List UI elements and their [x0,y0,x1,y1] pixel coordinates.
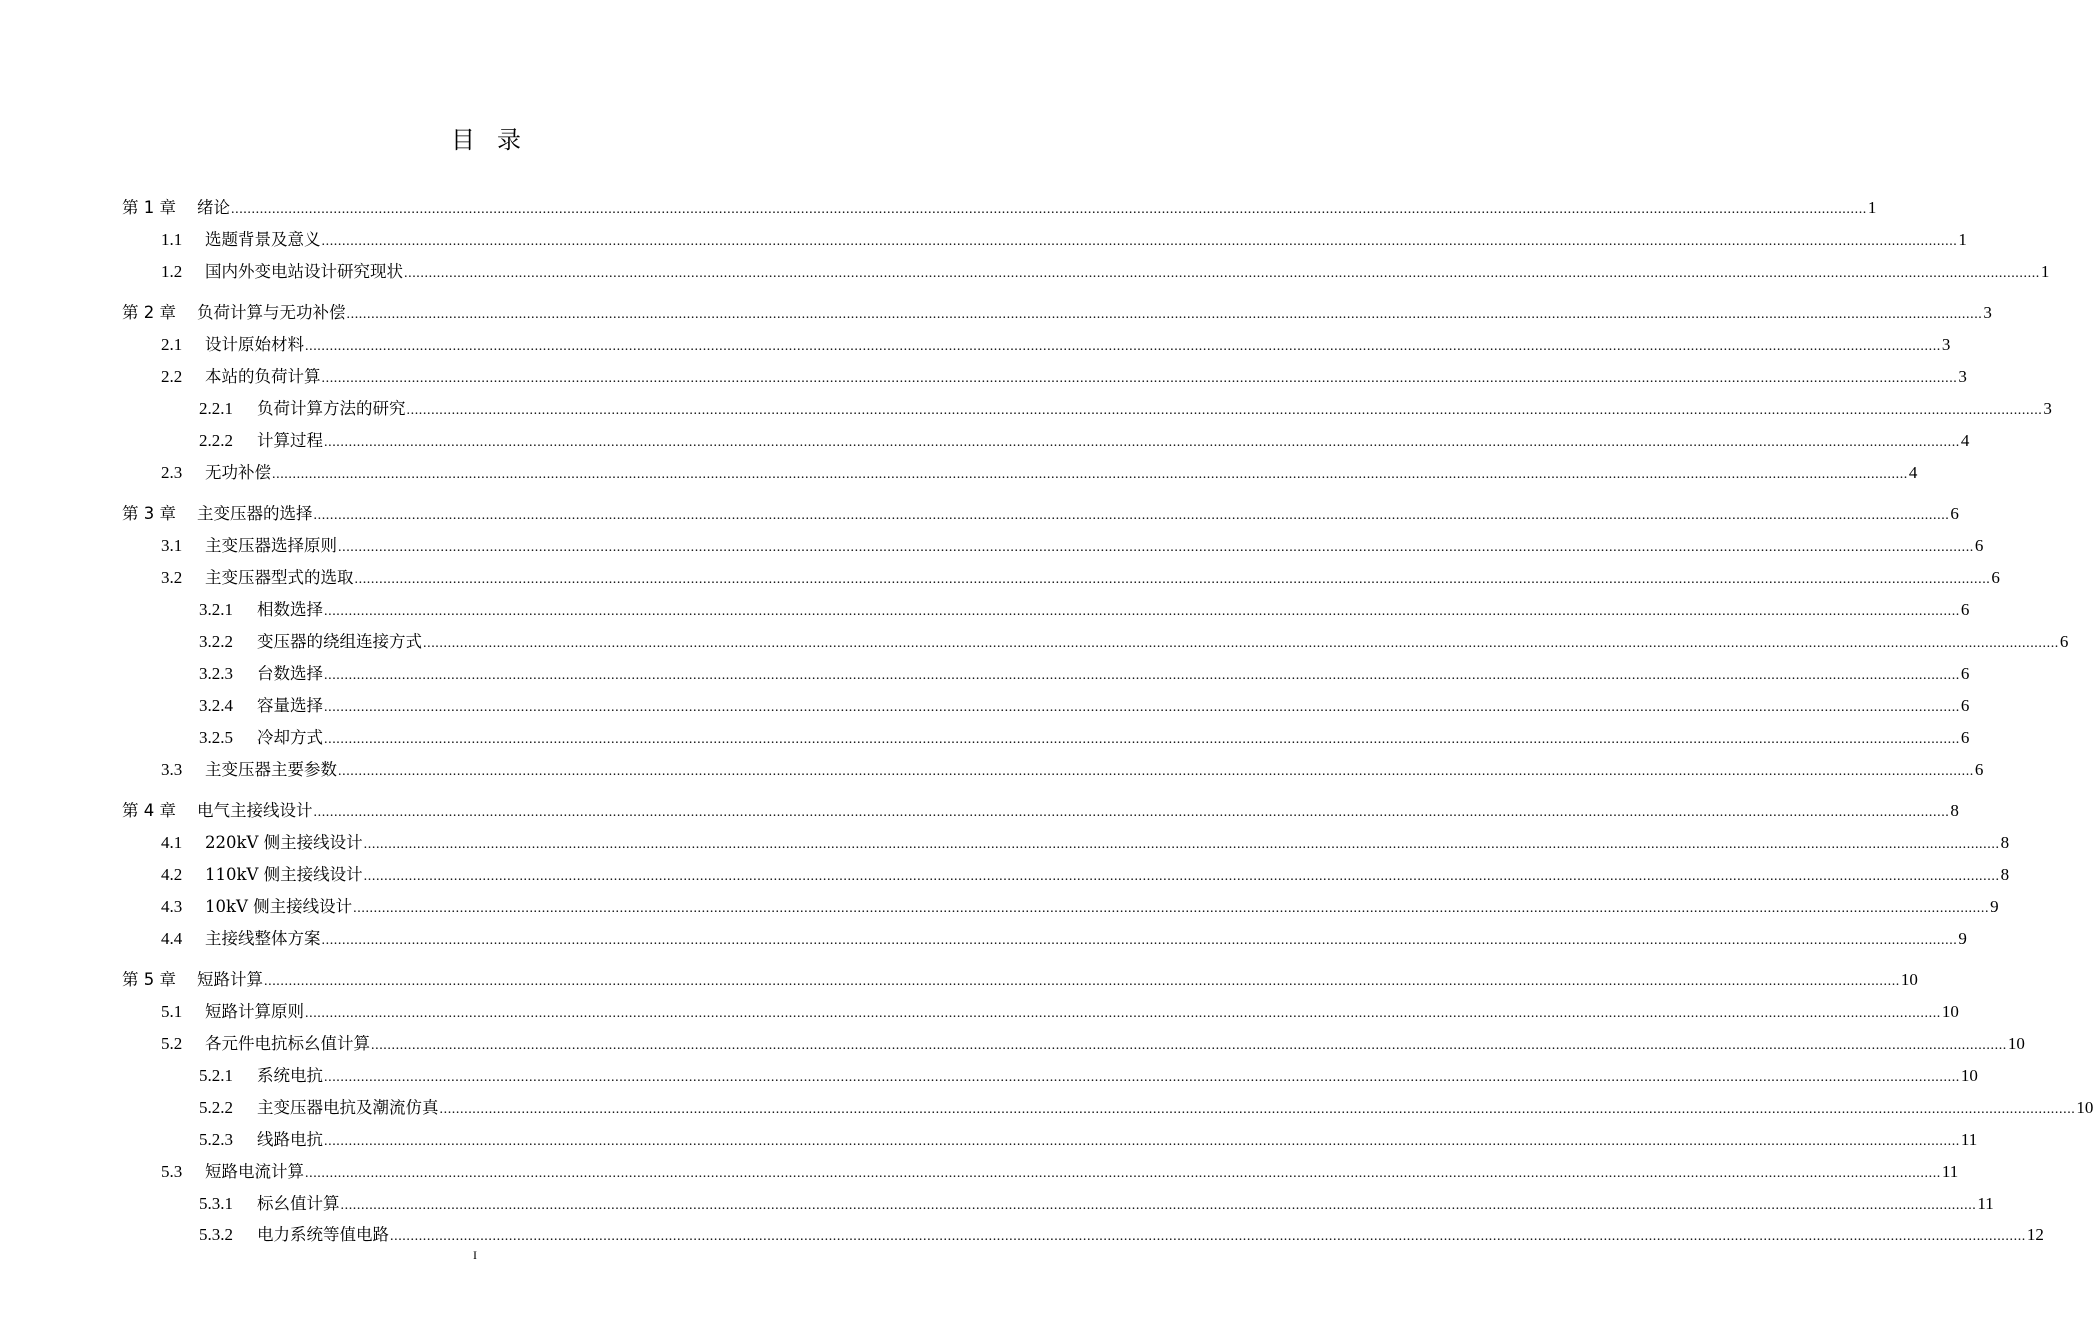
toc-entry[interactable] [161,362,1967,388]
toc-entry-page: 9 [1990,897,1999,916]
toc-entry-number: 2.3 [161,463,183,482]
toc-entry-title: 设计原始材料 [205,335,304,354]
toc-entry[interactable] [199,394,2052,420]
toc-entry-number: 5.2 [161,1034,183,1053]
toc-entry-page: 11 [1977,1194,1994,1213]
toc-entry-page: 6 [1960,664,1970,683]
toc-entry[interactable] [122,499,1959,525]
toc-entry-title: 冷却方式 [257,728,323,747]
toc-entry-title: 220kV 侧主接线设计 [205,833,363,852]
toc-leader-dots: ............................................................................................................................................................................................................................................................................................................................................................................................................... [321,371,1958,386]
toc-entry-page: 1 [1958,230,1967,249]
toc-entry-title: 负荷计算方法的研究 [257,399,406,418]
toc-entry-number: 1.1 [161,230,183,249]
toc-entry-number: 第 5 章 [122,970,176,989]
toc-entry-title: 线路电抗 [257,1130,323,1149]
toc-entry-title: 无功补偿 [205,463,271,482]
toc-entry-page: 10 [1960,1066,1978,1085]
toc-leader-dots: ............................................................................................................................................................................................................................................................................................................................................................................................................... [305,1006,1941,1021]
toc-leader-dots: ............................................................................................................................................................................................................................................................................................................................................................................................................... [231,202,1867,217]
toc-entry-number: 3.2.3 [199,664,233,683]
toc-leader-dots: ............................................................................................................................................................................................................................................................................................................................................................................................................... [346,307,1983,322]
toc-entry-page: 1 [1867,198,1877,217]
toc-entry[interactable] [199,1220,2044,1246]
toc-entry-page: 6 [1991,568,2000,587]
toc-entry-title: 容量选择 [257,696,323,715]
toc-leader-dots: ............................................................................................................................................................................................................................................................................................................................................................................................................... [305,1166,1941,1181]
toc-entry-number: 第 1 章 [122,198,176,217]
toc-entry-number: 4.1 [161,833,183,852]
toc-entry[interactable] [199,691,1970,717]
toc-entry-title: 各元件电抗标幺值计算 [205,1034,370,1053]
toc-entry-page: 10 [2076,1098,2093,1117]
page-number: I [473,1248,477,1262]
toc-entry-page: 3 [2043,399,2052,418]
toc-entry[interactable] [199,1125,1978,1151]
toc-entry-page: 6 [1960,696,1970,715]
toc-entry-title: 负荷计算与无功补偿 [197,303,346,322]
toc-leader-dots: ............................................................................................................................................................................................................................................................................................................................................................................................................... [264,974,1900,989]
toc-leader-dots: ............................................................................................................................................................................................................................................................................................................................................................................................................... [390,1229,2026,1244]
toc-leader-dots: ............................................................................................................................................................................................................................................................................................................................................................................................................... [324,732,1960,747]
toc-entry-title: 主变压器主要参数 [205,760,337,779]
toc-entry[interactable] [161,225,1967,251]
toc-entry[interactable] [161,924,1967,950]
toc-entry[interactable] [161,828,2010,854]
toc-entry[interactable] [161,1157,1959,1183]
toc-entry[interactable] [161,531,1984,557]
toc-entry-page: 1 [2040,262,2050,281]
toc-entry-number: 5.2.1 [199,1066,233,1085]
toc-entry[interactable] [161,997,1959,1023]
toc-entry-page: 6 [1974,760,1984,779]
toc-entry-number: 1.2 [161,262,183,281]
toc-entry-number: 3.2.2 [199,632,233,651]
toc-entry-page: 6 [2059,632,2069,651]
toc-entry[interactable] [199,659,1970,685]
toc-leader-dots: ............................................................................................................................................................................................................................................................................................................................................................................................................... [324,700,1960,715]
toc-entry-number: 4.2 [161,865,183,884]
toc-entry-title: 主变压器选择原则 [205,536,337,555]
toc-entry-page: 11 [1960,1130,1978,1149]
toc-entry-title: 10kV 侧主接线设计 [205,897,353,916]
toc-entry[interactable] [122,298,1992,324]
toc-entry-number: 第 2 章 [122,303,176,322]
toc-entry-number: 4.3 [161,897,183,916]
toc-leader-dots: ............................................................................................................................................................................................................................................................................................................................................................................................................... [272,467,1908,482]
toc-entry-number: 3.2 [161,568,183,587]
toc-leader-dots: ............................................................................................................................................................................................................................................................................................................................................................................................................... [321,234,1958,249]
toc-entry-title: 主变压器电抗及潮流仿真 [257,1098,439,1117]
toc-leader-dots: ............................................................................................................................................................................................................................................................................................................................................................................................................... [423,636,2059,651]
toc-entry-page: 10 [1900,970,1918,989]
toc-entry-page: 9 [1958,929,1967,948]
toc-entry-title: 短路计算原则 [205,1002,304,1021]
toc-entry-page: 8 [2000,865,2010,884]
toc-entry-title: 主接线整体方案 [205,929,321,948]
toc-entry[interactable] [161,1029,2025,1055]
toc-entry-title: 变压器的绕组连接方式 [257,632,422,651]
toc-entry-title: 电气主接线设计 [197,801,313,820]
toc-entry-title: 主变压器的选择 [197,504,313,523]
toc-leader-dots: ............................................................................................................................................................................................................................................................................................................................................................................................................... [439,1102,2076,1117]
page-title: 目录 [451,126,543,154]
toc-entry-number: 5.3.2 [199,1225,233,1244]
toc-entry-number: 5.3 [161,1162,183,1181]
toc-leader-dots: ............................................................................................................................................................................................................................................................................................................................................................................................................... [321,933,1958,948]
toc-leader-dots: ............................................................................................................................................................................................................................................................................................................................................................................................................... [338,540,1974,555]
toc-entry[interactable] [161,563,2000,589]
toc-entry-page: 4 [1960,431,1970,450]
toc-entry-title: 绪论 [197,198,230,217]
toc-entry[interactable] [122,965,1918,991]
toc-entry-page: 12 [2026,1225,2044,1244]
toc-entry-page: 6 [1960,600,1970,619]
toc-entry-page: 8 [1950,801,1959,820]
toc-entry-number: 5.1 [161,1002,183,1021]
toc-entry-number: 5.2.2 [199,1098,233,1117]
toc-entry[interactable] [122,193,1877,219]
toc-entry-title: 国内外变电站设计研究现状 [205,262,403,281]
toc-leader-dots: ............................................................................................................................................................................................................................................................................................................................................................................................................... [340,1198,1977,1213]
toc-entry-number: 3.1 [161,536,183,555]
toc-leader-dots: ............................................................................................................................................................................................................................................................................................................................................................................................................... [354,572,1991,587]
toc-entry-number: 5.3.1 [199,1194,233,1213]
toc-entry[interactable] [199,595,1970,621]
toc-entry[interactable] [199,426,1970,452]
toc-entry-title: 电力系统等值电路 [257,1225,389,1244]
toc-leader-dots: ............................................................................................................................................................................................................................................................................................................................................................................................................... [363,869,2000,884]
toc-entry-title: 系统电抗 [257,1066,323,1085]
toc-entry-number: 5.2.3 [199,1130,233,1149]
toc-entry[interactable] [161,860,2010,886]
toc-entry[interactable] [161,892,1999,918]
toc-leader-dots: ............................................................................................................................................................................................................................................................................................................................................................................................................... [406,403,2043,418]
toc-entry[interactable] [161,330,1951,356]
toc-leader-dots: ............................................................................................................................................................................................................................................................................................................................................................................................................... [353,901,1990,916]
toc-leader-dots: ............................................................................................................................................................................................................................................................................................................................................................................................................... [324,604,1960,619]
toc-leader-dots: ............................................................................................................................................................................................................................................................................................................................................................................................................... [363,837,2000,852]
toc-entry-title: 相数选择 [257,600,323,619]
toc-entry[interactable] [161,755,1984,781]
toc-entry-number: 3.2.5 [199,728,233,747]
toc-entry[interactable] [199,723,1970,749]
toc-entry[interactable] [199,1061,1978,1087]
toc-entry-title: 选题背景及意义 [205,230,321,249]
toc-leader-dots: ............................................................................................................................................................................................................................................................................................................................................................................................................... [313,805,1950,820]
toc-entry[interactable] [122,796,1959,822]
toc-entry-page: 10 [1941,1002,1959,1021]
toc-leader-dots: ............................................................................................................................................................................................................................................................................................................................................................................................................... [324,1070,1960,1085]
toc-entry-number: 2.2.2 [199,431,233,450]
toc-entry[interactable] [199,1093,2093,1119]
toc-entry[interactable] [199,627,2069,653]
toc-entry-title: 计算过程 [257,431,323,450]
toc-entry-title: 主变压器型式的选取 [205,568,354,587]
toc-entry-page: 6 [1960,728,1970,747]
toc-entry-number: 第 4 章 [122,801,176,820]
toc-entry-page: 11 [1941,1162,1959,1181]
toc-entry-number: 2.2.1 [199,399,233,418]
toc-entry-page: 6 [1950,504,1959,523]
toc-entry-page: 3 [1983,303,1992,322]
toc-entry-number: 3.3 [161,760,183,779]
toc-leader-dots: ............................................................................................................................................................................................................................................................................................................................................................................................................... [324,1134,1960,1149]
toc-leader-dots: ............................................................................................................................................................................................................................................................................................................................................................................................................... [404,266,2040,281]
toc-entry-page: 3 [1958,367,1967,386]
toc-entry-title: 短路电流计算 [205,1162,304,1181]
toc-leader-dots: ............................................................................................................................................................................................................................................................................................................................................................................................................... [324,435,1960,450]
toc-leader-dots: ............................................................................................................................................................................................................................................................................................................................................................................................................... [324,668,1960,683]
toc-entry-title: 标幺值计算 [257,1194,340,1213]
toc-entry-page: 6 [1974,536,1984,555]
toc-entry-page: 4 [1908,463,1918,482]
toc-entry[interactable] [199,1189,1994,1215]
toc-leader-dots: ............................................................................................................................................................................................................................................................................................................................................................................................................... [313,508,1950,523]
toc-leader-dots: ............................................................................................................................................................................................................................................................................................................................................................................................................... [338,764,1974,779]
toc-entry-page: 10 [2007,1034,2025,1053]
toc-entry-number: 第 3 章 [122,504,176,523]
toc-entry-number: 2.2 [161,367,183,386]
toc-entry-title: 台数选择 [257,664,323,683]
toc-entry-page: 8 [2000,833,2010,852]
toc-entry[interactable] [161,257,2050,283]
toc-entry-number: 4.4 [161,929,183,948]
toc-entry-title: 110kV 侧主接线设计 [205,865,363,884]
toc-leader-dots: ............................................................................................................................................................................................................................................................................................................................................................................................................... [305,339,1941,354]
toc-entry-number: 3.2.4 [199,696,233,715]
toc-entry-title: 短路计算 [197,970,263,989]
toc-entry-number: 3.2.1 [199,600,233,619]
toc-leader-dots: ............................................................................................................................................................................................................................................................................................................................................................................................................... [371,1038,2007,1053]
toc-entry-number: 2.1 [161,335,183,354]
toc-entry-page: 3 [1941,335,1951,354]
toc-entry[interactable] [161,458,1918,484]
toc-entry-title: 本站的负荷计算 [205,367,321,386]
